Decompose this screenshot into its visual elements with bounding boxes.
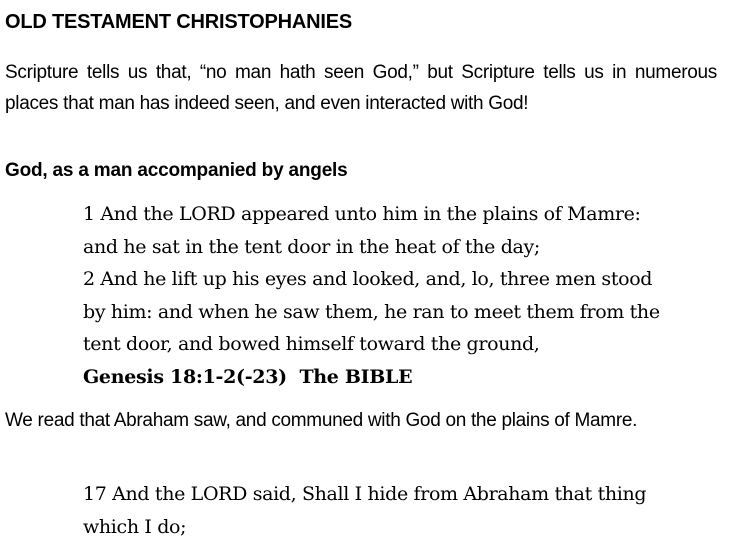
intro-paragraph: Scripture tells us that, “no man hath seen God,” but Scripture tells us in numerous places that man has indeed seen, and even interacted with God! [5, 62, 717, 114]
quote-line: 1 And the LORD appeared unto him in the plains of Mamre: [83, 203, 641, 225]
scripture-quote-genesis-18 [83, 198, 723, 393]
quote-line: 17 And the LORD said, Shall I hide from Abraham that thing [83, 483, 647, 505]
quote-line: and he sat in the tent door in the heat of the day; [83, 235, 540, 258]
page-title: OLD TESTAMENT CHRISTOPHANIES [5, 11, 353, 33]
quote-citation: Genesis 18:1-2(-23) The BIBLE [83, 365, 413, 388]
quote-line: which I do; [83, 515, 187, 538]
quote-line: tent door, and bowed himself toward the ground, [83, 333, 540, 355]
quote-line: by him: and when he saw them, he ran to meet them from the [83, 300, 660, 323]
scripture-quote-genesis-18-17 [83, 478, 723, 543]
quote-line: 2 And he lift up his eyes and looked, and, lo, three men stood [83, 268, 653, 290]
abraham-paragraph: We read that Abraham saw, and communed with God on the plains of Mamre. [5, 410, 638, 431]
section-heading: God, as a man accompanied by angels [5, 160, 348, 181]
